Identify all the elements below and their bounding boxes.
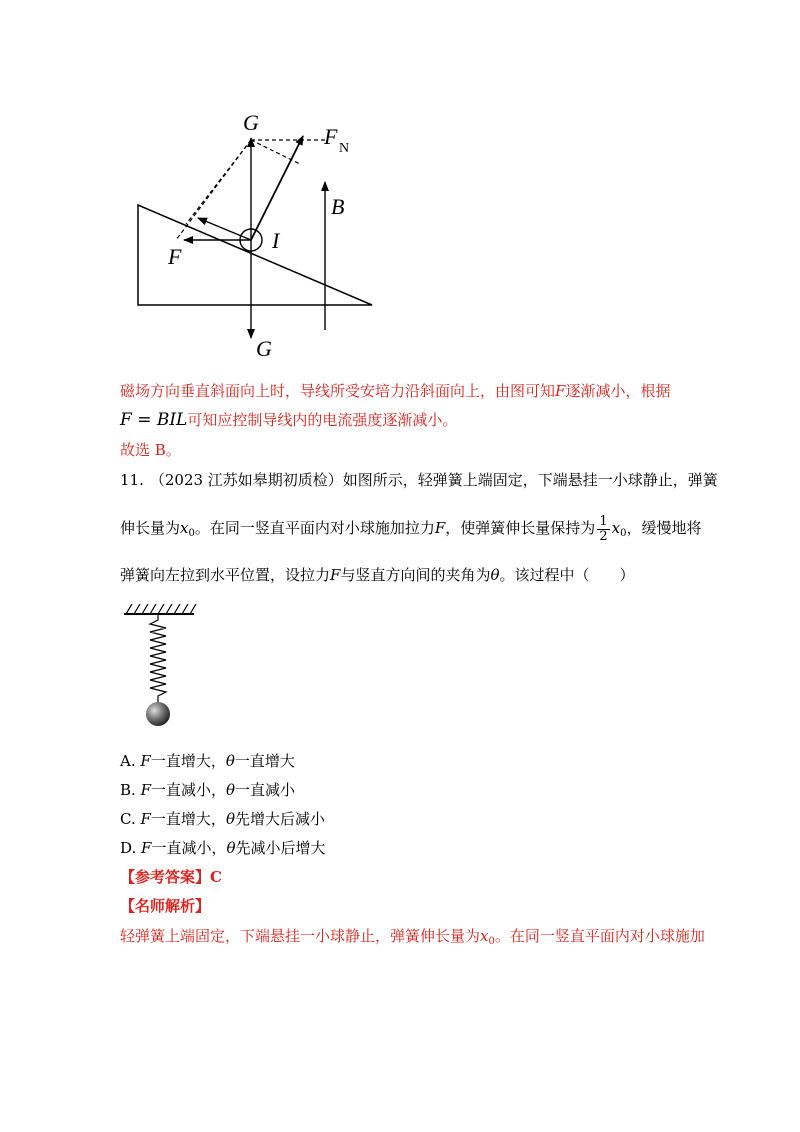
- question-11-line-3: 弹簧向左拉到水平位置，设拉力F与竖直方向间的夹角为θ。该过程中（ ）: [120, 566, 635, 584]
- normal-force-arrow: [251, 136, 303, 240]
- solution-line-2: F = BIL可知应控制导线内的电流强度逐渐减小。: [120, 410, 458, 430]
- option-c[interactable]: C. F一直增大，θ先增大后减小: [120, 810, 325, 828]
- label-i: I: [272, 228, 280, 253]
- analysis-text: 轻弹簧上端固定，下端悬挂一小球静止，弹簧伸长量为$x_0$。在同一竖直平面内对小球施加: [120, 927, 705, 947]
- incline-force-diagram: [120, 100, 410, 370]
- dashed-line: [186, 140, 251, 224]
- option-d[interactable]: D. F一直减小，θ先减小后增大: [120, 839, 326, 857]
- solution-answer: 故选 B。: [120, 441, 181, 459]
- solution-line-1: 磁场方向垂直斜面向上时，导线所受安培力沿斜面向上，由图可知F逐渐减小，根据: [120, 382, 671, 400]
- dashed-line: [251, 140, 300, 164]
- label-g-bottom: G: [256, 336, 272, 361]
- spring-ball-diagram: [120, 600, 200, 730]
- label-fn-sub: N: [339, 141, 350, 156]
- label-g-top: G: [243, 110, 259, 135]
- formula: F = BIL: [120, 410, 188, 430]
- question-11-line-1: 11. （2023 江苏如皋期初质检）如图所示，轻弹簧上端固定，下端悬挂一小球静止，弹簧: [120, 471, 718, 489]
- fraction: $\frac{1}{2}$: [599, 513, 608, 544]
- spring-coil: [150, 614, 166, 702]
- option-b[interactable]: B. F一直减小，θ一直减小: [120, 781, 296, 799]
- label-b: B: [331, 194, 345, 219]
- question-11-line-2: 伸长量为$x_0$。在同一竖直平面内对小球施加拉力F，使弹簧伸长量保持为 $\frac{1}{2}$ $x_0$，缓慢地将: [120, 513, 702, 544]
- option-a[interactable]: A. F一直增大，θ一直增大: [120, 752, 295, 770]
- answer-label: 【参考答案】C: [120, 868, 222, 886]
- ceiling-hatching: [126, 604, 196, 614]
- label-f: F: [168, 244, 182, 269]
- label-fn: F: [324, 124, 338, 149]
- analysis-label: 【名师解析】: [120, 897, 211, 915]
- incline-force-arrow: [198, 218, 251, 240]
- ball: [146, 702, 170, 726]
